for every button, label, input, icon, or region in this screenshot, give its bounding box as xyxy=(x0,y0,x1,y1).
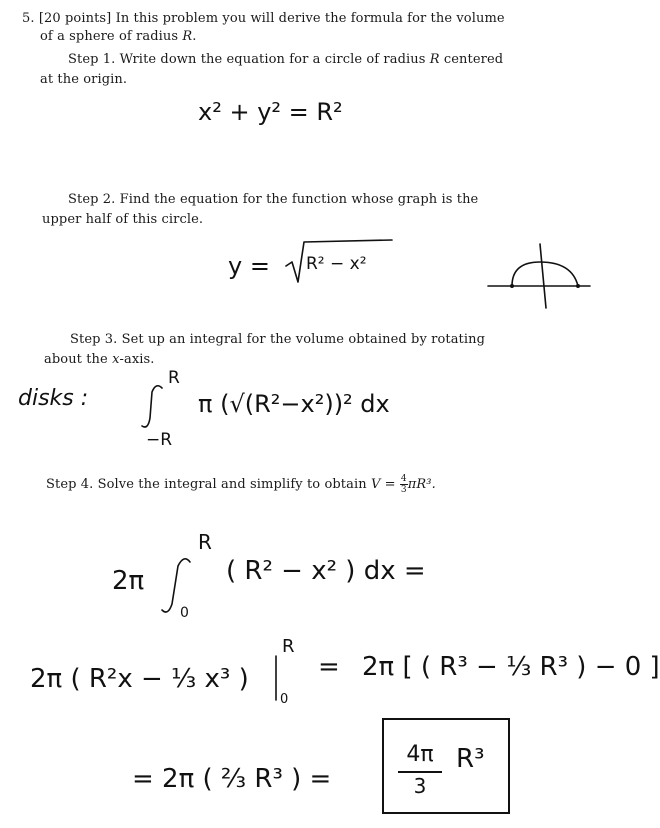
step3-lower-limit: −R xyxy=(146,430,173,450)
step3-upper-limit: R xyxy=(168,368,180,388)
work3-lhs: = 2π ( ⅔ R³ ) = xyxy=(132,764,332,794)
sketch-left-point xyxy=(510,284,514,288)
work2-rhs: 2π [ ( R³ − ⅓ R³ ) − 0 ] xyxy=(362,652,660,682)
sketch-right-point xyxy=(576,284,580,288)
final-answer-denominator: 3 xyxy=(413,774,427,798)
final-answer-numerator: 4π xyxy=(406,742,434,767)
final-answer-variable: R³ xyxy=(456,744,485,774)
problem-intro-line1: In this problem you will derive the formula for the volume xyxy=(115,11,505,26)
step3-prompt-line1: Step 3. Set up an integral for the volume obtained by rotating xyxy=(70,332,486,347)
problem-intro-line2: of a sphere of radius R. xyxy=(40,29,197,44)
step3-integrand: π (√(R²−x²))² dx xyxy=(198,390,390,418)
semicircle-sketch xyxy=(488,244,590,308)
problem-header xyxy=(22,10,642,28)
step1-prompt-line1: Step 1. Write down the equation for a circle of radius R centered xyxy=(68,52,504,67)
final-answer-fraction-bar xyxy=(398,771,442,773)
step2-prompt-line1: Step 2. Find the equation for the function whose graph is the xyxy=(68,192,479,207)
step3-prompt-line2: about the x-axis. xyxy=(44,352,155,367)
step2-answer-radicand: R² − x² xyxy=(306,254,367,274)
step2-prompt-line2: upper half of this circle. xyxy=(42,212,204,227)
step1-prompt-line2: at the origin. xyxy=(40,72,128,87)
problem-points: [20 points] xyxy=(38,11,112,26)
work1-lower-limit: 0 xyxy=(180,605,189,621)
work2-lhs: 2π ( R²x − ⅓ x³ ) xyxy=(30,664,249,694)
step2-answer-lhs: y = xyxy=(228,252,270,280)
work2-equals: = xyxy=(318,652,340,682)
work2-upper-limit: R xyxy=(282,636,295,657)
work1-body: ( R² − x² ) dx = xyxy=(226,556,426,586)
step3-integral-sign xyxy=(142,386,162,427)
work2-lower-limit: 0 xyxy=(280,692,289,707)
problem-number: 5. xyxy=(22,11,35,26)
step4-fraction: $\frac{4}{3}$ xyxy=(400,474,407,495)
sketch-upper-semicircle xyxy=(512,262,578,286)
step1-answer: x² + y² = R² xyxy=(198,98,343,126)
final-answer-box xyxy=(382,718,510,814)
sketch-y-axis xyxy=(540,244,546,308)
step3-disks-label: disks : xyxy=(18,386,89,411)
work1-coefficient: 2π xyxy=(112,566,145,596)
work1-upper-limit: R xyxy=(198,530,212,554)
step4-prompt: Step 4. Solve the integral and simplify to obtain V = $\frac{4}{3}$ πR³. xyxy=(46,474,436,495)
